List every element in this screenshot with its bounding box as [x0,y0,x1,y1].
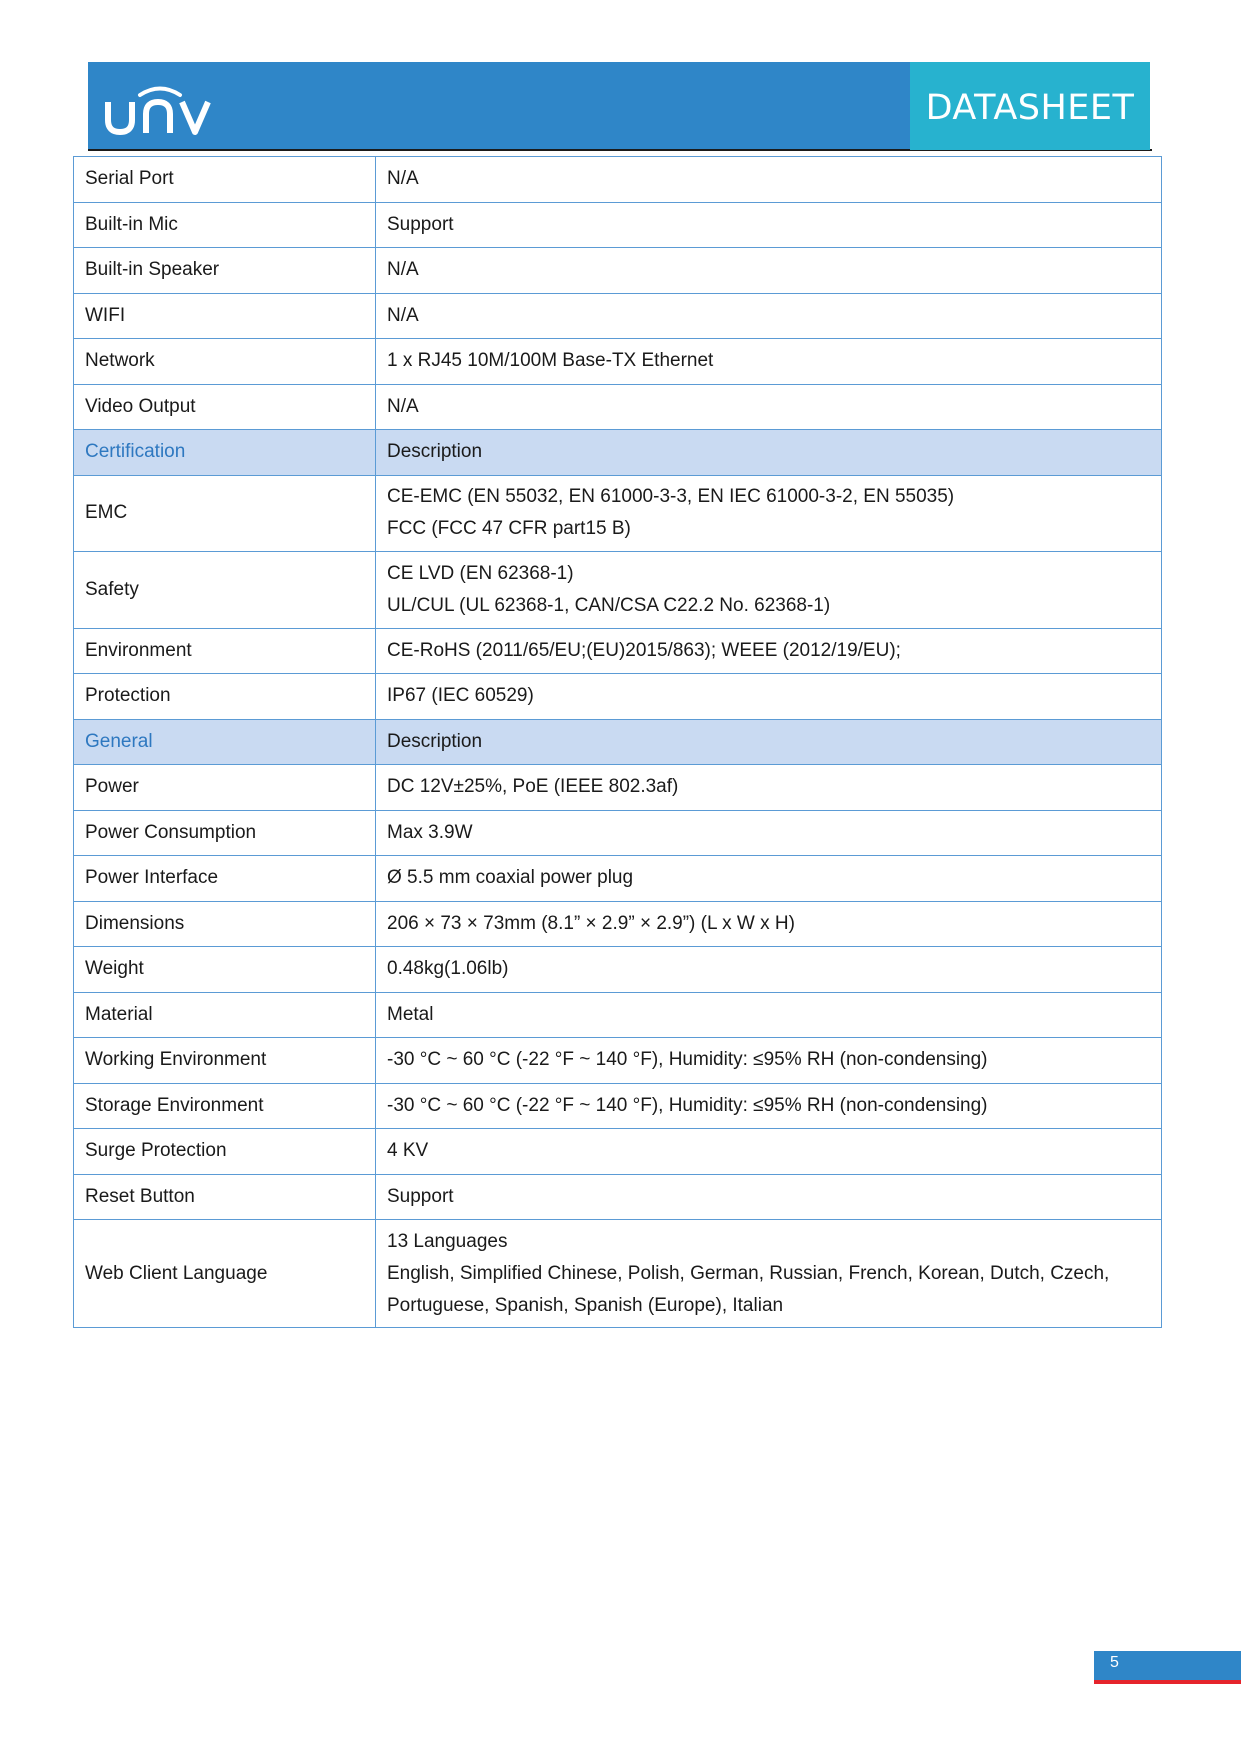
spec-key: Power Consumption [74,810,376,856]
table-row [74,293,1162,339]
table-row [74,1038,1162,1084]
spec-value-line: N/A [387,168,419,190]
spec-value-line: CE LVD (EN 62368-1) [387,562,574,584]
spec-value [376,628,1162,674]
spec-key: Built-in Speaker [74,248,376,294]
spec-value-line: N/A [387,304,419,326]
spec-value-line: Support [387,1185,454,1207]
spec-value [376,248,1162,294]
spec-value-line: N/A [387,395,419,417]
table-row [74,856,1162,902]
spec-value-line: IP67 (IEC 60529) [387,685,534,707]
spec-value [376,810,1162,856]
spec-value [376,992,1162,1038]
spec-value [376,674,1162,720]
spec-key: Dimensions [74,901,376,947]
spec-key: Power Interface [74,856,376,902]
spec-value [376,856,1162,902]
spec-value [376,1220,1162,1328]
spec-value-line: FCC (FCC 47 CFR part15 B) [387,518,631,540]
unv-logo-icon [104,78,216,138]
spec-key: Video Output [74,384,376,430]
spec-value-line: 0.48kg(1.06lb) [387,958,509,980]
spec-value [376,293,1162,339]
spec-value [376,430,1162,476]
spec-value-line: N/A [387,259,419,281]
spec-key: Power [74,765,376,811]
spec-value-line: English, Simplified Chinese, Polish, German, Russian, French, Korean, Dutch, Czech, [387,1262,1110,1284]
table-row [74,248,1162,294]
spec-value-line: CE-RoHS (2011/65/EU;(EU)2015/863); WEEE (2012/19/EU); [387,639,901,661]
datasheet-badge [910,62,1150,150]
section-header-row [74,430,1162,476]
table-row [74,810,1162,856]
spec-key: Certification [74,430,376,476]
table-row [74,552,1162,629]
table-row [74,1083,1162,1129]
spec-value [376,1174,1162,1220]
spec-value-line: Portuguese, Spanish, Spanish (Europe), Italian [387,1294,784,1316]
spec-key: Material [74,992,376,1038]
spec-value [376,901,1162,947]
table-row [74,384,1162,430]
spec-value [376,552,1162,629]
spec-value [376,475,1162,552]
section-header-row [74,719,1162,765]
spec-key: Safety [74,552,376,629]
table-row [74,765,1162,811]
table-row [74,1129,1162,1175]
spec-value-line: Description [387,441,483,463]
spec-value [376,157,1162,203]
spec-value-line: -30 °C ~ 60 °C (-22 °F ~ 140 °F), Humidity: ≤95% RH (non-condensing) [387,1049,988,1071]
spec-key: Environment [74,628,376,674]
table-row [74,1220,1162,1328]
table-row [74,901,1162,947]
table-row [74,1174,1162,1220]
spec-key: WIFI [74,293,376,339]
spec-value-line: 13 Languages [387,1230,508,1252]
spec-value-line: 1 x RJ45 10M/100M Base-TX Ethernet [387,350,714,372]
spec-value [376,947,1162,993]
spec-value [376,1129,1162,1175]
spec-value-line: Max 3.9W [387,821,473,843]
spec-value-line: -30 °C ~ 60 °C (-22 °F ~ 140 °F), Humidity: ≤95% RH (non-condensing) [387,1094,988,1116]
spec-value-line: 4 KV [387,1140,429,1162]
spec-key: Working Environment [74,1038,376,1084]
spec-value-line: Metal [387,1003,434,1025]
spec-value-line: Description [387,730,483,752]
table-row [74,992,1162,1038]
spec-key: Network [74,339,376,385]
spec-value-line: Ø 5.5 mm coaxial power plug [387,867,634,889]
spec-key: Web Client Language [74,1220,376,1328]
spec-value-line: UL/CUL (UL 62368-1, CAN/CSA C22.2 No. 62368-1) [387,594,831,616]
spec-value-line: DC 12V±25%, PoE (IEEE 802.3af) [387,776,679,798]
table-row [74,475,1162,552]
spec-key: EMC [74,475,376,552]
spec-key: Serial Port [74,157,376,203]
spec-value [376,719,1162,765]
spec-table [73,156,1162,1328]
spec-key: Weight [74,947,376,993]
spec-value [376,1083,1162,1129]
spec-value-line: CE-EMC (EN 55032, EN 61000-3-3, EN IEC 61000-3-2, EN 55035) [387,486,955,508]
table-row [74,339,1162,385]
spec-key: Surge Protection [74,1129,376,1175]
table-row [74,628,1162,674]
spec-key: Reset Button [74,1174,376,1220]
spec-key: Built-in Mic [74,202,376,248]
spec-value [376,765,1162,811]
datasheet-label: DATASHEET [925,88,1135,128]
table-row [74,202,1162,248]
page-number-accent [1094,1680,1241,1684]
spec-value-line: Support [387,213,454,235]
spec-value [376,384,1162,430]
spec-key: Storage Environment [74,1083,376,1129]
page-number: 5 [1110,1654,1119,1671]
spec-key: Protection [74,674,376,720]
spec-value [376,202,1162,248]
table-row [74,157,1162,203]
spec-table-body [74,157,1162,1328]
table-row [74,674,1162,720]
spec-value [376,1038,1162,1084]
spec-value-line: 206 × 73 × 73mm (8.1” × 2.9” × 2.9”) (L x W x H) [387,912,795,934]
spec-key: General [74,719,376,765]
spec-value [376,339,1162,385]
table-row [74,947,1162,993]
